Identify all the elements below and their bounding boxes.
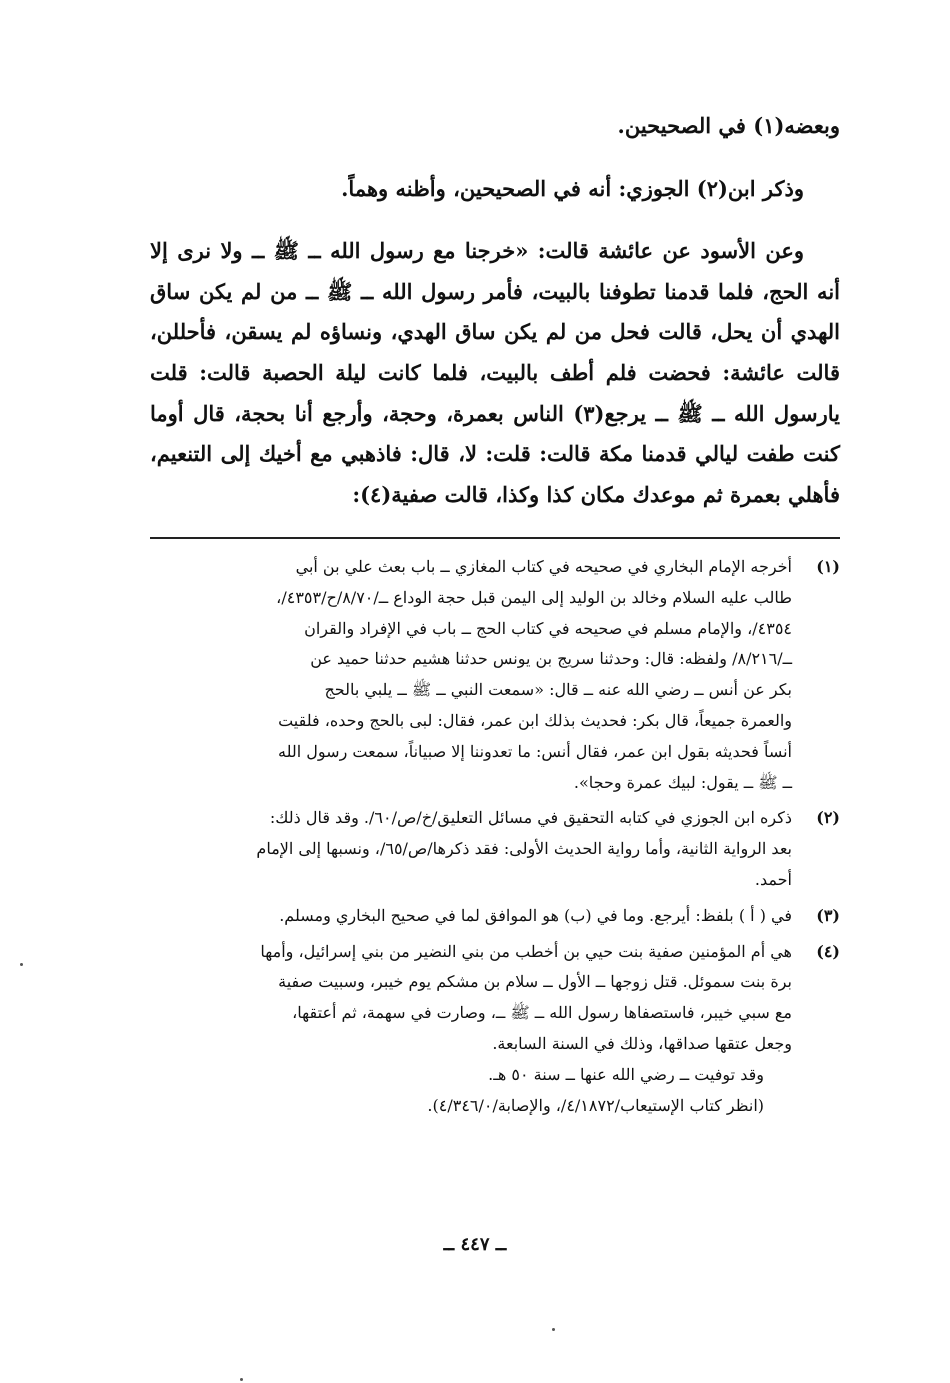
footnote-number: (٢) (816, 808, 840, 828)
footnote-line: والعمرة جميعاً، قال بكر: فحديث بذلك ابن عمر، فقال: لبى بالحج وحده، فلقيت (278, 710, 792, 730)
footnote-line: بعد الرواية الثانية، وأما رواية الحديث الأولى: فقد ذكرها/ص/٦٥/، ونسبها إلى الإمام (256, 839, 792, 859)
footnote-line: أحمد. (754, 869, 792, 889)
main-paragraph-1: وبعضه(١) في الصحيحين. (617, 113, 840, 138)
footnote-line: برة بنت سموئل. قتل زوجها ــ الأول ــ سلام بن مشكم يوم خيبر، وسبيت صفية (278, 972, 792, 992)
footnote-line: وجعل عتقها صداقها، وذلك في السنة السابعة. (492, 1033, 792, 1053)
footnote-line: هي أم المؤمنين صفية بنت حيي بن أخطب من بني النضير من بني إسرائيل، وأمها (260, 941, 792, 961)
page-number: ــ ٤٤٧ ــ (443, 1234, 507, 1255)
scan-speck (240, 1378, 243, 1381)
footnote-1 (150, 552, 840, 798)
footnotes (150, 552, 840, 1126)
footnote-number: (١) (816, 557, 840, 576)
footnote-line: أنساً فحديثه بقول ابن عمر، فقال أنس: ما تعدوننا إلا صبياناً، سمعت رسول الله (277, 741, 792, 761)
footnote-line: ذكره ابن الجوزي في كتابه التحقيق في مسائل التعليق/خ/ص/٦٠/. وقد قال ذلك: (269, 808, 792, 828)
footnote-2 (150, 803, 840, 895)
footnote-line: ــ/٨/٢١٦/ ولفظه: قال: وحدثنا سريج بن يونس حدثنا هشيم حدثنا حميد عن (310, 649, 792, 669)
footnote-line: بكر عن أنس ــ رضي الله عنه ــ قال: «سمعت النبي ــ ﷺ ــ يلبي بالحج (324, 680, 792, 700)
footnote-line: وقد توفيت ــ رضي الله عنها ــ سنة ٥٠ هـ. (488, 1064, 764, 1084)
footnote-line: (انظر كتاب الإستيعاب/٤/١٨٧٢/، والإصابة/٤/٣٤٦/٠). (427, 1095, 764, 1115)
scan-speck (552, 1328, 555, 1331)
footnote-number: (٤) (816, 941, 840, 961)
main-paragraph-2: وذكر ابن(٢) الجوزي: أنه في الصحيحين، وأظنه وهماً. (341, 175, 804, 201)
footnote-line: أخرجه الإمام البخاري في صحيحه في كتاب المغازي ــ باب بعث علي بن أبي (295, 557, 792, 576)
footnote-separator (150, 537, 840, 539)
scan-speck (20, 963, 23, 966)
footnote-line: طالب عليه السلام وخالد بن الوليد إلى اليمن قبل حجة الوداع ــ/٨/٧٠/ح/٤٣٥٣/، (276, 587, 792, 607)
footnote-3 (150, 901, 840, 932)
footnote-line: ٤٣٥٤/، والإمام مسلم في صحيحه في كتاب الحج ــ باب في الإفراد والقران (304, 618, 792, 638)
footnote-line: في ( أ ) بلفظ: أيرجع. وما في (ب) هو الموافق لما في صحيح البخاري ومسلم. (279, 905, 792, 925)
footnote-4 (150, 937, 840, 1122)
main-text (150, 106, 840, 515)
footnote-number: (٣) (816, 905, 840, 925)
footnote-line: مع سبي خيبر، فاستصفاها رسول الله ــ ﷺ ــ، وصارت في سهمة، ثم أعتقها، (292, 1003, 792, 1023)
main-paragraph-3: وعن الأسود عن عائشة قالت: «خرجنا مع رسول الله ــ ﷺ ــ ولا نرى إلا أنه الحج، فلما قدمنا تطوفنا بالبيت، فأمر رسول الله ــ ﷺ ــ من لم يكن ساق الهدي أن يحل، قالت فحل من لم يكن ساق الهدي، ونساؤه لم يسقن، فأحللن، قالت عائشة: فحضت فلم أطف بالبيت، فلما كانت ليلة الحصبة قالت: قلت يارسول الله ــ ﷺ ــ يرجع(٣) الناس بعمرة، وحجة، وأرجع أنا بحجة، قال أوما كنت طفت ليالي قدمنا مكة قالت: قلت: لا، قال: فاذهبي مع أخيك إلى التنعيم، فأهلي بعمرة ثم موعدك مكان كذا وكذا، قالت صفية(٤): (150, 238, 840, 507)
footnote-line: ــ ﷺ ــ يقول: لبيك عمرة وحجا». (573, 772, 792, 792)
